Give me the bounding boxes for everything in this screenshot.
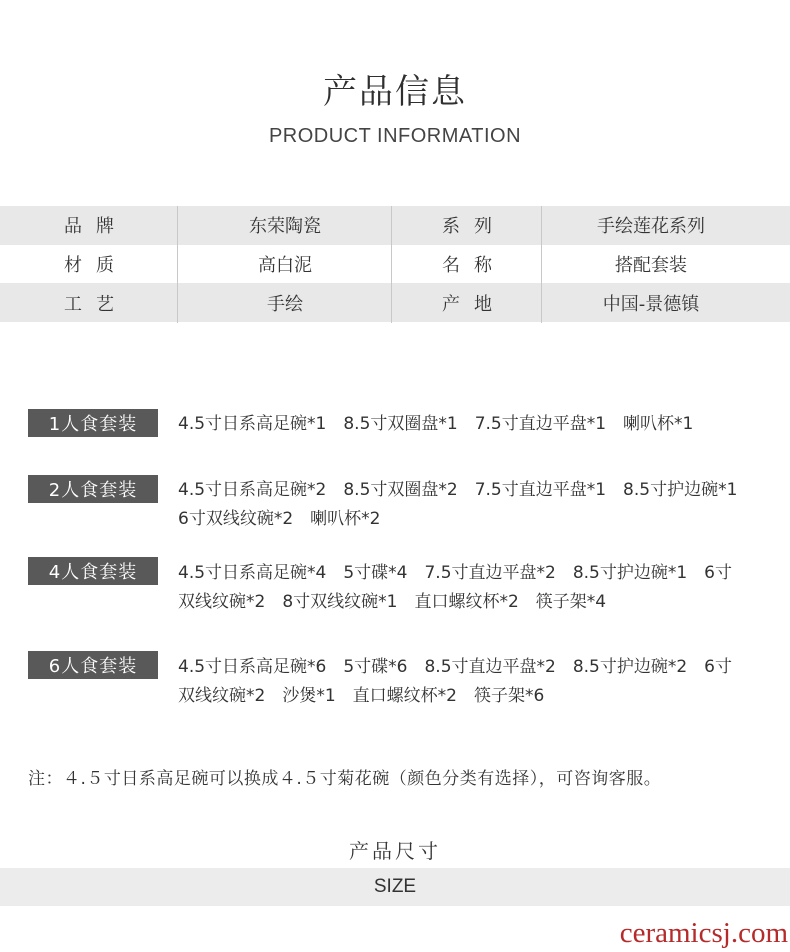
set-items-line: 4.5寸日系高足碗*4 5寸碟*4 7.5寸直边平盘*2 8.5寸护边碗*1 6寸	[178, 563, 733, 583]
set-label-4-person: 4人食套装	[28, 557, 158, 585]
info-key: 材质	[64, 255, 128, 277]
table-row	[0, 245, 790, 284]
set-items-line: 双线纹碗*2 沙煲*1 直口螺纹杯*2 筷子架*6	[178, 686, 545, 706]
info-value: 中国-景德镇	[602, 293, 700, 315]
set-label-1-person: 1人食套装	[28, 409, 158, 437]
set-items-1-person	[178, 410, 778, 439]
set-items-2-person	[178, 476, 778, 534]
info-key: 品牌	[64, 216, 128, 238]
column-divider	[541, 206, 542, 323]
info-key: 产地	[442, 293, 506, 315]
set-items-line: 双线纹碗*2 8寸双线纹碗*1 直口螺纹杯*2 筷子架*4	[178, 592, 607, 612]
set-items-line: 4.5寸日系高足碗*1 8.5寸双圈盘*1 7.5寸直边平盘*1 喇叭杯*1	[178, 414, 694, 434]
size-bar	[0, 868, 790, 906]
page-subtitle: PRODUCT INFORMATION	[268, 125, 522, 147]
column-divider	[391, 206, 392, 323]
table-row	[0, 206, 790, 245]
info-value: 手绘莲花系列	[597, 216, 705, 238]
page-title: 产品信息	[323, 72, 467, 112]
set-label-2-person: 2人食套装	[28, 475, 158, 503]
set-items-6-person	[178, 653, 778, 711]
info-key: 系列	[442, 216, 506, 238]
set-items-4-person	[178, 559, 778, 617]
info-key: 工艺	[64, 293, 128, 315]
note-text: 注：４.５寸日系高足碗可以换成４.５寸菊花碗（颜色分类有选择），可咨询客服。	[28, 769, 662, 789]
info-value: 高白泥	[258, 255, 312, 277]
set-label-6-person: 6人食套装	[28, 651, 158, 679]
set-items-line: 6寸双线纹碗*2 喇叭杯*2	[178, 509, 381, 529]
size-title: 产品尺寸	[349, 839, 441, 863]
set-items-line: 4.5寸日系高足碗*6 5寸碟*6 8.5寸直边平盘*2 8.5寸护边碗*2 6寸	[178, 657, 733, 677]
size-subtitle: SIZE	[373, 876, 417, 897]
info-key: 名称	[442, 255, 506, 277]
info-value: 搭配套装	[615, 255, 687, 277]
info-value: 手绘	[267, 293, 303, 315]
table-row	[0, 283, 790, 322]
column-divider	[177, 206, 178, 323]
set-items-line: 4.5寸日系高足碗*2 8.5寸双圈盘*2 7.5寸直边平盘*1 8.5寸护边碗*1	[178, 480, 738, 500]
product-info-table	[0, 206, 790, 322]
watermark: ceramicsj.com	[619, 917, 788, 949]
info-value: 东荣陶瓷	[249, 216, 321, 238]
